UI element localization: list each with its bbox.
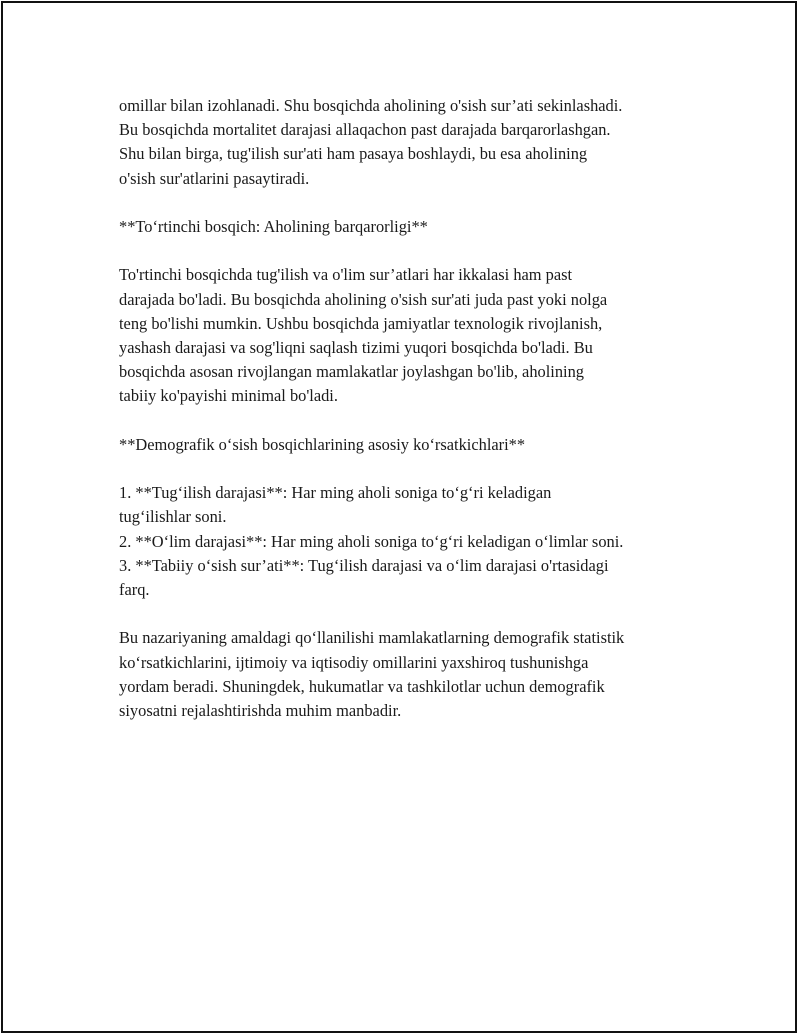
text-line: darajada bo'ladi. Bu bosqichda aholining o'sish sur'ati juda past yoki nolga	[119, 289, 608, 309]
text-line: bosqichda asosan rivojlangan mamlakatlar joylashgan bo'lib, aholining	[119, 362, 584, 382]
list-item-line: 1. **Tug‘ilish darajasi**: Har ming aholi soniga to‘g‘ri keladigan	[119, 483, 552, 503]
text-line: ko‘rsatkichlarini, ijtimoiy va iqtisodiy omillarini yaxshiroq tushunishga	[119, 652, 589, 672]
text-line: To'rtinchi bosqichda tug'ilish va o'lim sur’atlari har ikkalasi ham past	[119, 265, 573, 285]
section-heading-indicators	[119, 433, 699, 457]
list-item-line: farq.	[119, 580, 150, 599]
document-body	[119, 94, 699, 747]
paragraph-third-stage-continuation	[119, 94, 699, 191]
list-item-line: tug‘ilishlar soni.	[119, 507, 227, 527]
indicators-list	[119, 481, 699, 602]
text-line: Bu nazariyaning amaldagi qo‘llanilishi mamlakatlarning demografik statistik	[119, 628, 625, 648]
text-line: yashash darajasi va sog'liqni saqlash tizimi yuqori bosqichda bo'ladi. Bu	[119, 338, 593, 357]
heading-line: **Demografik o‘sish bosqichlarining asosiy ko‘rsatkichlari**	[119, 434, 526, 454]
heading-line: **To‘rtinchi bosqich: Aholining barqarorligi**	[119, 217, 428, 236]
text-line: Bu bosqichda mortalitet darajasi allaqachon past darajada barqarorlashgan.	[119, 120, 611, 140]
text-line: teng bo'lishi mumkin. Ushbu bosqichda jamiyatlar texnologik rivojlanish,	[119, 313, 603, 333]
paragraph-fourth-stage	[119, 263, 699, 408]
text-line: siyosatni rejalashtirishda muhim manbadir.	[119, 701, 402, 720]
list-item-line: 2. **O‘lim darajasi**: Har ming aholi soniga to‘g‘ri keladigan o‘limlar soni.	[119, 531, 624, 551]
text-line: omillar bilan izohlanadi. Shu bosqichda aholining o'sish sur’ati sekinlashadi.	[119, 96, 623, 115]
text-line: tabiiy ko'payishi minimal bo'ladi.	[119, 386, 338, 406]
section-heading-fourth-stage	[119, 215, 699, 239]
text-line: yordam beradi. Shuningdek, hukumatlar va tashkilotlar uchun demografik	[119, 676, 605, 696]
text-line: o'sish sur'atlarini pasaytiradi.	[119, 168, 310, 188]
document-page	[1, 1, 797, 1033]
paragraph-conclusion	[119, 626, 699, 723]
text-line: Shu bilan birga, tug'ilish sur'ati ham pasaya boshlaydi, bu esa aholining	[119, 144, 588, 164]
list-item-line: 3. **Tabiiy o‘sish sur’ati**: Tug‘ilish darajasi va o‘lim darajasi o'rtasidagi	[119, 555, 609, 575]
